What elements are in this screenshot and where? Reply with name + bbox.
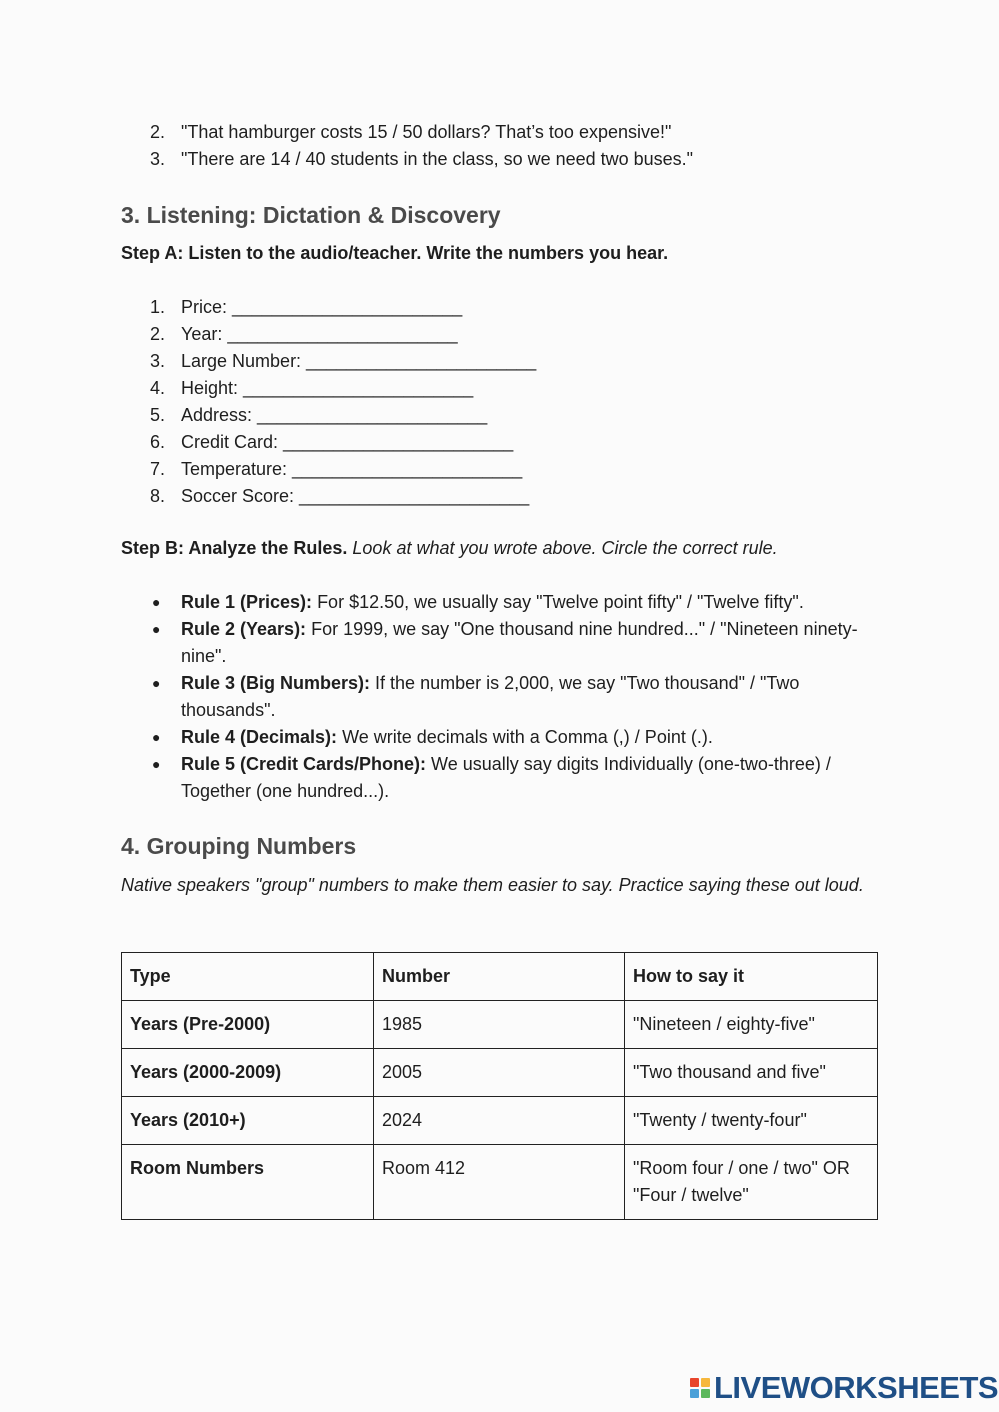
table-header: How to say it [625, 953, 878, 1001]
dictation-item-year[interactable]: 2. Year: _______________________ [150, 324, 458, 344]
bullet-icon: ● [152, 594, 161, 610]
step-b-text: Look at what you wrote above. Circle the correct rule. [352, 538, 778, 558]
table-cell-number: 1985 [374, 1001, 625, 1049]
liveworksheets-logo-icon [690, 1378, 710, 1398]
step-b-instruction [121, 538, 778, 559]
dictation-list [150, 294, 536, 510]
table-cell-say: "Nineteen / eighty-five" [625, 1001, 878, 1049]
rule-item[interactable]: ● Rule 3 (Big Numbers): If the number is 2,000, we say "Two thousand" / "Two thousands". [150, 670, 880, 724]
table-header: Type [122, 953, 374, 1001]
dictation-item-address[interactable]: 5. Address: _______________________ [150, 405, 488, 425]
table-row [122, 1001, 878, 1049]
table-cell-number: 2005 [374, 1049, 625, 1097]
rule-item[interactable]: ● Rule 5 (Credit Cards/Phone): We usually say digits Individually (one-two-three) / Together (one hundred...). [150, 751, 880, 805]
rules-list [150, 589, 880, 805]
bullet-icon: ● [152, 729, 161, 745]
table-cell-type: Years (2000-2009) [122, 1049, 374, 1097]
bullet-icon: ● [152, 675, 161, 691]
table-header: Number [374, 953, 625, 1001]
table-row [122, 1049, 878, 1097]
table-row [122, 1097, 878, 1145]
bullet-icon: ● [152, 756, 161, 772]
table-cell-number: Room 412 [374, 1145, 625, 1220]
table-row [122, 1145, 878, 1220]
rule-item[interactable]: ● Rule 4 (Decimals): We write decimals with a Comma (,) / Point (.). [150, 724, 880, 751]
logo-square [701, 1378, 710, 1387]
logo-square [690, 1389, 699, 1398]
dictation-item-temperature[interactable]: 7. Temperature: _______________________ [150, 459, 523, 479]
table-cell-say: "Twenty / twenty-four" [625, 1097, 878, 1145]
rule-item[interactable]: ● Rule 2 (Years): For 1999, we say "One thousand nine hundred..." / "Nineteen ninety-nine". [150, 616, 880, 670]
dictation-item-credit-card[interactable]: 6. Credit Card: _______________________ [150, 432, 514, 452]
table-cell-say: "Two thousand and five" [625, 1049, 878, 1097]
table-cell-type: Room Numbers [122, 1145, 374, 1220]
table-cell-say: "Room four / one / two" OR "Four / twelve" [625, 1145, 878, 1220]
table-cell-type: Years (Pre-2000) [122, 1001, 374, 1049]
dictation-item-height[interactable]: 4. Height: _______________________ [150, 378, 474, 398]
table-header-row [122, 953, 878, 1001]
list-item: 3. "There are 14 / 40 students in the class, so we need two buses." [150, 149, 694, 169]
grouping-table [121, 952, 878, 1220]
logo-square [701, 1389, 710, 1398]
section-3-title: 3. Listening: Dictation & Discovery [121, 202, 501, 228]
bullet-icon: ● [152, 621, 161, 637]
dictation-item-soccer-score[interactable]: 8. Soccer Score: _______________________ [150, 486, 530, 506]
rule-item[interactable]: ● Rule 1 (Prices): For $12.50, we usually say "Twelve point fifty" / "Twelve fifty". [150, 589, 880, 616]
section-4-intro: Native speakers "group" numbers to make them easier to say. Practice saying these out loud. [121, 875, 864, 895]
dictation-item-large-number[interactable]: 3. Large Number: _______________________ [150, 351, 537, 371]
list-item: 2. "That hamburger costs 15 / 50 dollars? That’s too expensive!" [150, 122, 672, 142]
logo-text: LIVEWORKSHEETS [714, 1370, 999, 1405]
logo-square [690, 1378, 699, 1387]
table-cell-type: Years (2010+) [122, 1097, 374, 1145]
step-a-instruction: Step A: Listen to the audio/teacher. Write the numbers you hear. [121, 243, 669, 263]
dictation-item-price[interactable]: 1. Price: _______________________ [150, 297, 463, 317]
section-4-title: 4. Grouping Numbers [121, 833, 357, 859]
intro-sentence-list [150, 119, 693, 173]
liveworksheets-logo[interactable] [690, 1370, 998, 1406]
step-b-label: Step B: Analyze the Rules. [121, 538, 348, 558]
table-cell-number: 2024 [374, 1097, 625, 1145]
